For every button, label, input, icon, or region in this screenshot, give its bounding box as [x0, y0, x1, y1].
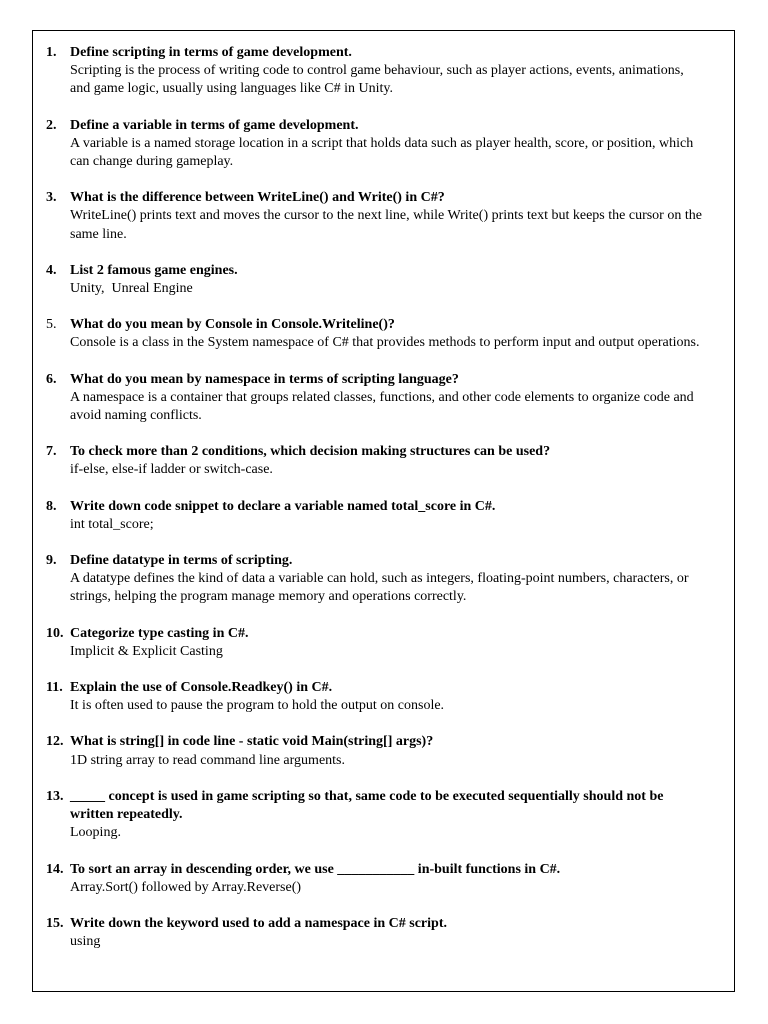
answer-text: A variable is a named storage location in a script that holds data such as player health, score, or position, which can change during gameplay.: [70, 135, 694, 170]
question-item-9: [33, 552, 734, 607]
answer-text: It is often used to pause the program to hold the output on console.: [70, 698, 445, 714]
answer-text: Implicit & Explicit Casting: [70, 643, 223, 659]
question-text: _____ concept is used in game scripting so that, same code to be executed sequentially should not be written repeatedly.: [70, 788, 664, 823]
question-number: 3.: [46, 190, 57, 206]
answer-text: Unity, Unreal Engine: [70, 281, 193, 297]
answer-text: Array.Sort() followed by Array.Reverse(): [70, 879, 302, 895]
question-list: [33, 44, 734, 951]
question-item-11: [33, 679, 734, 715]
question-text: What do you mean by Console in Console.Writeline()?: [70, 317, 395, 333]
question-item-12: [33, 733, 734, 769]
question-item-4: [33, 262, 734, 298]
question-item-6: [33, 371, 734, 426]
question-number: 7.: [46, 444, 57, 460]
question-item-8: [33, 498, 734, 534]
question-number: 8.: [46, 498, 57, 514]
question-text: Define a variable in terms of game development.: [70, 117, 359, 133]
answer-text: 1D string array to read command line arguments.: [70, 752, 345, 768]
question-text: Define datatype in terms of scripting.: [70, 553, 293, 569]
question-text: What do you mean by namespace in terms of scripting language?: [70, 371, 459, 387]
question-item-13: [33, 788, 734, 843]
question-text: Explain the use of Console.Readkey() in C#.: [70, 680, 333, 696]
question-item-1: [33, 44, 734, 99]
question-number: 4.: [46, 262, 57, 278]
answer-text: WriteLine() prints text and moves the cursor to the next line, while Write() prints text but keeps the cursor on the same line.: [70, 208, 702, 242]
answer-text: A datatype defines the kind of data a variable can hold, such as integers, floating-point numbers, characters, or strings, helping the program manage memory and operations correctly.: [70, 571, 689, 605]
question-item-7: [33, 443, 734, 479]
question-text: Define scripting in terms of game development.: [70, 45, 352, 60]
question-number: 1.: [46, 45, 57, 60]
answer-text: using: [70, 934, 101, 950]
question-sheet: [32, 30, 735, 992]
answer-text: Looping.: [70, 825, 121, 841]
question-number: 9.: [46, 553, 57, 569]
question-item-14: [33, 861, 734, 897]
question-item-15: [33, 915, 734, 951]
question-number: 13.: [46, 788, 64, 804]
question-number: 6.: [46, 371, 57, 387]
question-item-3: [33, 189, 734, 244]
question-text: List 2 famous game engines.: [70, 262, 238, 278]
question-text: To check more than 2 conditions, which decision making structures can be used?: [70, 444, 551, 460]
question-text: Write down the keyword used to add a namespace in C# script.: [70, 915, 447, 931]
question-number: 5.: [46, 317, 57, 333]
answer-text: Console is a class in the System namespace of C# that provides methods to perform input and output operations.: [70, 335, 700, 351]
answer-text: if-else, else-if ladder or switch-case.: [70, 462, 273, 478]
question-number: 11.: [46, 680, 63, 696]
question-text: What is string[] in code line - static void Main(string[] args)?: [70, 734, 434, 750]
question-text: What is the difference between WriteLine() and Write() in C#?: [70, 190, 445, 206]
question-number: 2.: [46, 117, 57, 133]
question-number: 14.: [46, 861, 64, 877]
question-number: 15.: [46, 915, 64, 931]
question-item-5: [33, 316, 734, 352]
answer-text: A namespace is a container that groups related classes, functions, and other code elements to organize code and avoid naming conflicts.: [70, 389, 694, 424]
question-text: Write down code snippet to declare a variable named total_score in C#.: [70, 498, 496, 514]
question-number: 12.: [46, 734, 64, 750]
question-number: 10.: [46, 625, 64, 641]
question-item-10: [33, 625, 734, 661]
answer-text: Scripting is the process of writing code to control game behaviour, such as player actions, events, animations, and game logic, usually using languages like C# in Unity.: [70, 63, 684, 97]
question-text: To sort an array in descending order, we use ___________ in-built functions in C#.: [70, 861, 561, 877]
question-item-2: [33, 117, 734, 172]
answer-text: int total_score;: [70, 516, 154, 532]
question-text: Categorize type casting in C#.: [70, 625, 249, 641]
